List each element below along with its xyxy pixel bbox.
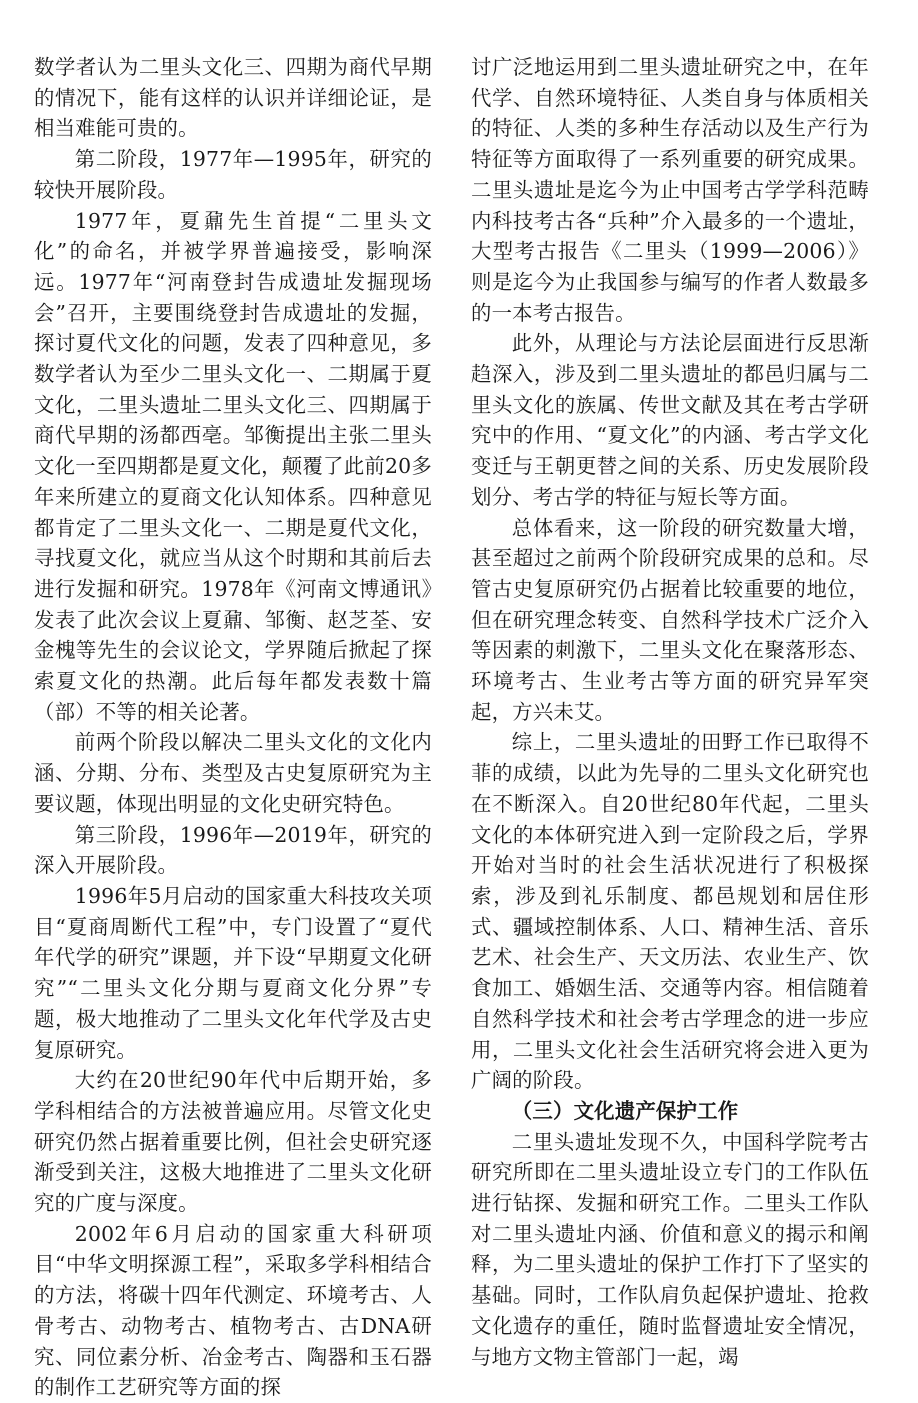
paragraph: 2002年6月启动的国家重大科研项目“中华文明探源工程”，采取多学科相结合的方法，将碳十四年代测定、环境考古、人骨考古、动物考古、植物考古、古DNA研究、同位素分析、冶金考古、陶器和玉石器的制作工艺研究等方面的探: [34, 1221, 432, 1400]
paragraph: 二里头遗址发现不久，中国科学院考古研究所即在二里头遗址设立专门的工作队伍进行钻探、发掘和研究工作。二里头工作队对二里头遗址内涵、价值和意义的揭示和阐释，为二里头遗址的保护工作打下了坚实的基础。同时，工作队肩负起保护遗址、抢救文化遗存的重任，随时监督遗址安全情况，与地方文物主管部门一起，竭: [471, 1129, 869, 1369]
paragraph: 第二阶段，1977年—1995年，研究的较快开展阶段。: [34, 147, 432, 202]
right-column: [471, 52, 869, 1372]
left-column: [34, 52, 432, 1403]
paragraph: 总体看来，这一阶段的研究数量大增，甚至超过之前两个阶段研究成果的总和。尽管古史复原研究仍占据着比较重要的地位，但在研究理念转变、自然科学技术广泛介入等因素的刺激下，二里头文化在聚落形态、环境考古、生业考古等方面的研究异军突起，方兴未艾。: [471, 515, 869, 724]
paragraph: 前两个阶段以解决二里头文化的文化内涵、分期、分布、类型及古史复原研究为主要议题，体现出明显的文化史研究特色。: [34, 730, 432, 816]
paragraph: 数学者认为二里头文化三、四期为商代早期的情况下，能有这样的认识并详细论证，是相当难能可贵的。: [34, 55, 432, 141]
paragraph: 综上，二里头遗址的田野工作已取得不菲的成绩，以此为先导的二里头文化研究也在不断深入。自20世纪80年代起，二里头文化的本体研究进入到一定阶段之后，学界开始对当时的社会生活状况进行了积极探索，涉及到礼乐制度、都邑规划和居住形式、疆域控制体系、人口、精神生活、音乐艺术、社会生产、天文历法、农业生产、饮食加工、婚姻生活、交通等内容。相信随着自然科学技术和社会考古学理念的进一步应用，二里头文化社会生活研究将会进入更为广阔的阶段。: [471, 730, 869, 1093]
paragraph: 大约在20世纪90年代中后期开始，多学科相结合的方法被普遍应用。尽管文化史研究仍然占据着重要比例，但社会史研究逐渐受到关注，这极大地推进了二里头文化研究的广度与深度。: [34, 1068, 432, 1216]
paragraph: 讨广泛地运用到二里头遗址研究之中，在年代学、自然环境特征、人类自身与体质相关的特征、人类的多种生存活动以及生产行为特征等方面取得了一系列重要的研究成果。二里头遗址是迄今为止中国考古学学科范畴内科技考古各“兵种”介入最多的一个遗址，大型考古报告《二里头（1999—2006）》则是迄今为止我国参与编写的作者人数最多的一本考古报告。: [471, 55, 869, 325]
paragraph: 第三阶段，1996年—2019年，研究的深入开展阶段。: [34, 822, 432, 878]
section-heading: （三）文化遗产保护工作: [511, 1098, 739, 1123]
paragraph: 1996年5月启动的国家重大科技攻关项目“夏商周断代工程”中，专门设置了“夏代年代学的研究”课题，并下设“早期夏文化研究”“二里头文化分期与夏商文化分界”专题，极大地推动了二里头文化年代学及古史复原研究。: [34, 883, 432, 1062]
paragraph: 此外，从理论与方法论层面进行反思渐趋深入，涉及到二里头遗址的都邑归属与二里头文化的族属、传世文献及其在考古学研究中的作用、“夏文化”的内涵、考古学文化变迁与王朝更替之间的关系、历史发展阶段划分、考古学的特征与短长等方面。: [471, 331, 869, 509]
paragraph: 1977年，夏鼐先生首提“二里头文化”的命名，并被学界普遍接受，影响深远。1977年“河南登封告成遗址发掘现场会”召开，主要围绕登封告成遗址的发掘，探讨夏代文化的问题，发表了四种意见，多数学者认为至少二里头文化一、二期属于夏文化，二里头遗址二里头文化三、四期属于商代早期的汤都西亳。邹衡提出主张二里头文化一至四期都是夏文化，颠覆了此前20多年来所建立的夏商文化认知体系。四种意见都肯定了二里头文化一、二期是夏代文化，寻找夏文化，就应当从这个时期和其前后去进行发掘和研究。1978年《河南文博通讯》发表了此次会议上夏鼐、邹衡、赵芝荃、安金槐等先生的会议论文，学界随后掀起了探索夏文化的热潮。此后每年都发表数十篇（部）不等的相关论著。: [34, 208, 432, 724]
